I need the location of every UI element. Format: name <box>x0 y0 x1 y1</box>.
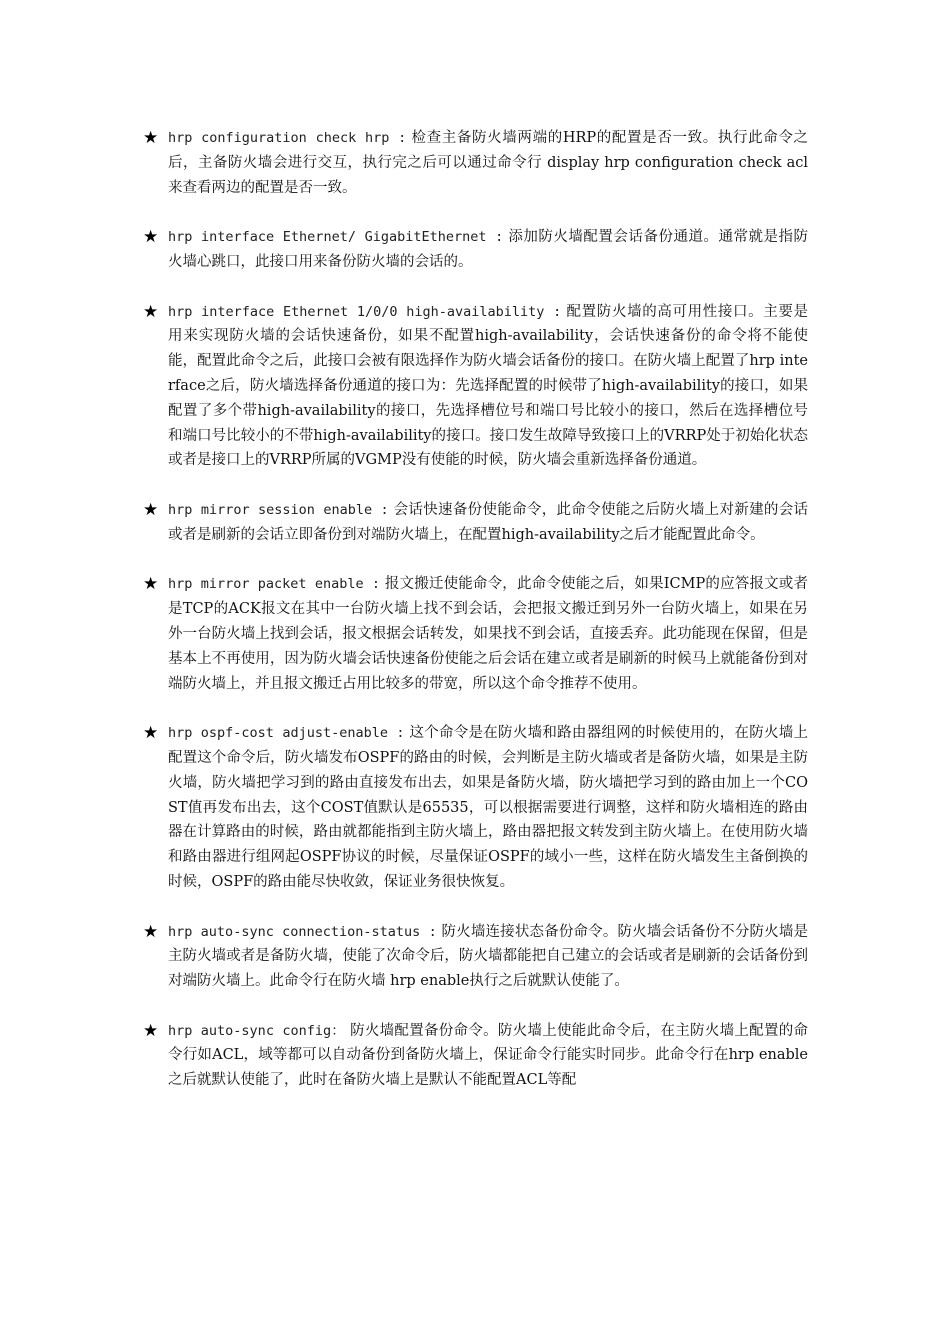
list-item <box>0 126 808 200</box>
star-bullet-icon: ★ <box>143 1020 159 1041</box>
star-bullet-icon: ★ <box>143 301 159 322</box>
star-bullet-icon: ★ <box>143 723 159 744</box>
command-text: hrp auto-sync connection-status : <box>168 923 437 940</box>
command-text: hrp mirror packet enable : <box>168 576 381 593</box>
star-bullet-icon: ★ <box>143 574 159 595</box>
command-text: hrp ospf-cost adjust-enable : <box>168 725 405 742</box>
command-text: hrp auto-sync config： <box>168 1022 346 1039</box>
command-text: hrp configuration check hrp : <box>168 130 407 146</box>
description-text: 会话快速备份使能命令，此命令使能之后防火墙上对新建的会话或者是刷新的会话立即备份到对端防火墙上，在配置high-availability之后才能配置此命令。 <box>168 501 809 543</box>
command-text: hrp interface Ethernet 1/0/0 high-availability : <box>168 303 562 320</box>
description-text: 检查主备防火墙两端的HRP的配置是否一致。执行此命令之后，主备防火墙会进行交互，执行完之后可以通过命令行 display hrp configuration check acl来查看两边的配置是否一致。 <box>168 130 809 196</box>
list-item <box>0 721 808 895</box>
description-text: 配置防火墙的高可用性接口。主要是用来实现防火墙的会话快速备份，如果不配置high-availability，会话快速备份的命令将不能使能，配置此命令之后，此接口会被有限选择作为防火墙会话备份的接口。在防火墙上配置了hrp interface之后，防火墙选择备份通道的接口为：先选择配置的时候带了high-availability的接口，如果配置了多个带high-availability的接口，先选择槽位号和端口号比较小的接口，然后在选择槽位号和端口号比较小的不带high-availability的接口。接口发生故障导致接口上的VRRP处于初始化状态或者是接口上的VRRP所属的VGMP没有使能的时候，防火墙会重新选择备份通道。 <box>168 303 809 469</box>
list-item <box>0 572 808 696</box>
list-item <box>0 300 808 474</box>
star-bullet-icon: ★ <box>143 227 159 248</box>
star-bullet-icon: ★ <box>143 921 159 942</box>
list-item <box>0 225 808 275</box>
description-text: 这个命令是在防火墙和路由器组网的时候使用的，在防火墙上配置这个命令后，防火墙发布OSPF的路由的时候，会判断是主防火墙或者是备防火墙，如果是主防火墙，防火墙把学习到的路由直接发布出去，如果是备防火墙，防火墙把学习到的路由加上一个COST值再发布出去，这个COST值默认是65535，可以根据需要进行调整，这样和防火墙相连的路由器在计算路由的时候，路由就都能指到主防火墙上，路由器把报文转发到主防火墙上。在使用防火墙和路由器进行组网起OSPF协议的时候，尽量保证OSPF的域小一些，这样在防火墙发生主备倒换的时候，OSPF的路由能尽快收敛，保证业务很快恢复。 <box>168 725 809 890</box>
list-item <box>0 920 808 994</box>
document-page <box>0 126 950 1118</box>
command-text: hrp interface Ethernet/ GigabitEthernet : <box>168 229 504 246</box>
description-text: 添加防火墙配置会话备份通道。通常就是指防火墙心跳口，此接口用来备份防火墙的会话的。 <box>168 229 809 270</box>
star-bullet-icon: ★ <box>143 128 159 148</box>
list-item <box>0 1019 808 1093</box>
list-item <box>0 498 808 548</box>
description-text: 报文搬迁使能命令，此命令使能之后，如果ICMP的应答报文或者是TCP的ACK报文在其中一台防火墙上找不到会话，会把报文搬迁到另外一台防火墙上，如果在另外一台防火墙上找到会话，报文根据会话转发，如果找不到会话，直接丢弃。此功能现在保留，但是基本上不再使用，因为防火墙会话快速备份使能之后会话在建立或者是刷新的时候马上就能备份到对端防火墙上，并且报文搬迁占用比较多的带宽，所以这个命令推荐不使用。 <box>168 576 808 692</box>
description-text: 防火墙配置备份命令。防火墙上使能此命令后，在主防火墙上配置的命令行如ACL，域等都可以自动备份到备防火墙上，保证命令行能实时同步。此命令行在hrp enable之后就默认使能了，此时在备防火墙上是默认不能配置ACL等配 <box>168 1022 808 1089</box>
command-text: hrp mirror session enable : <box>168 501 389 518</box>
description-text: 防火墙连接状态备份命令。防火墙会话备份不分防火墙是主防火墙或者是备防火墙，使能了次命令后，防火墙都能把自己建立的会话或者是刷新的会话备份到对端防火墙上。此命令行在防火墙 hrp enable执行之后就默认使能了。 <box>168 923 809 990</box>
star-bullet-icon: ★ <box>143 499 159 520</box>
